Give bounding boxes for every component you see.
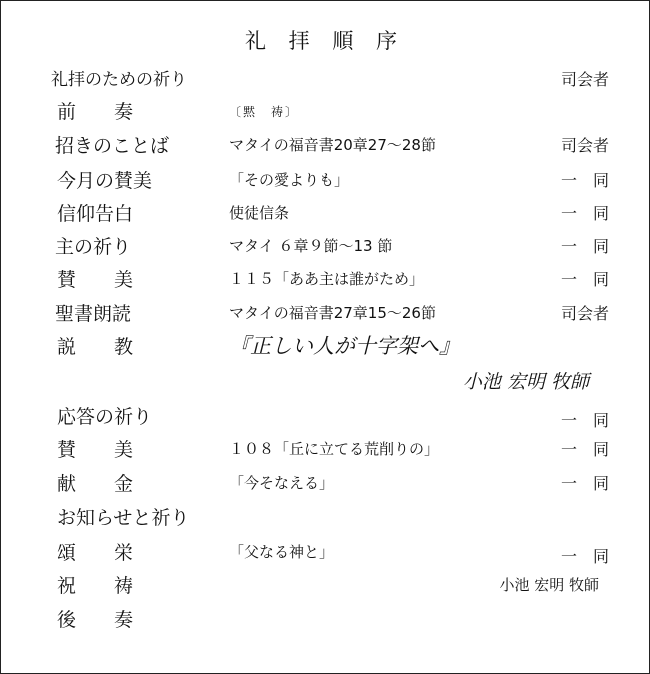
order-row-postlude [1,605,649,635]
item-detail: 「今そなえる」 [229,474,335,492]
item-detail: １１５「ああ主は誰がため」 [229,270,425,288]
item-name: お知らせと祈り [57,507,190,529]
order-row-hymn-1 [1,265,649,295]
order-row-announcements [1,503,649,533]
item-name: 聖書朗読 [55,303,132,325]
order-row-hymn-2 [1,435,649,465]
order-row-offering [1,469,649,499]
item-name: 説 教 [57,336,134,358]
order-row-opening-prayer [1,65,649,95]
item-name: 頌 栄 [57,542,134,564]
preacher-name: 小池 宏明 牧師 [462,371,589,393]
item-detail: 「父なる神と」 [229,543,335,561]
item-role: 一 同 [560,171,609,190]
item-role: 司会者 [560,70,609,89]
item-detail: マタイの福音書27章15～26節 [229,304,436,322]
item-detail: マタイの福音書20章27～28節 [229,136,436,154]
order-row-confession [1,199,649,229]
item-name: 信仰告白 [57,203,134,225]
order-row-scripture-reading [1,299,649,329]
item-role: 一 同 [560,237,609,256]
order-row-preacher [1,367,649,397]
item-role: 一 同 [560,411,609,430]
item-role: 司会者 [560,304,609,323]
item-name: 賛 美 [57,439,134,461]
sermon-title: 『正しい人が十字架へ』 [229,334,460,358]
item-name: 祝 祷 [57,575,134,597]
order-row-sermon [1,332,649,362]
page-title: 礼 拝 順 序 [244,29,406,53]
order-row-lords-prayer [1,232,649,262]
order-row-call-to-worship [1,131,649,161]
item-detail: マタイ ６章９節～13 節 [229,237,393,255]
order-row-benediction [1,571,649,601]
item-name: 賛 美 [57,269,134,291]
item-detail: １０８「丘に立てる荒削りの」 [229,440,440,458]
order-row-monthly-hymn [1,166,649,196]
item-name: 今月の賛美 [57,170,153,192]
item-name: 応答の祈り [57,406,153,428]
order-row-response-prayer [1,402,649,432]
item-detail: 〔黙 祷〕 [229,105,300,119]
item-name: 礼拝のための祈り [51,70,187,90]
item-name: 招きのことば [55,135,170,157]
item-name: 後 奏 [57,609,134,631]
item-detail: 使徒信条 [229,204,290,222]
item-role: 一 同 [560,270,609,289]
order-row-doxology [1,538,649,568]
item-role: 一 同 [560,547,609,566]
item-detail: 「その愛よりも」 [229,171,350,189]
item-role: 一 同 [560,474,609,493]
item-name: 前 奏 [57,101,134,123]
order-row-prelude [1,97,649,127]
item-name: 主の祈り [55,236,132,258]
item-role: 一 同 [560,440,609,459]
benediction-pastor: 小池 宏明 牧師 [499,576,599,594]
item-name: 献 金 [57,473,134,495]
item-role: 司会者 [560,136,609,155]
item-role: 一 同 [560,204,609,223]
